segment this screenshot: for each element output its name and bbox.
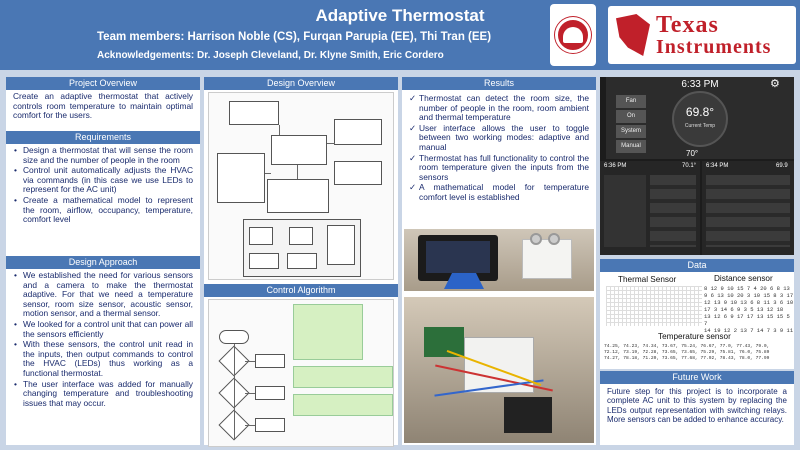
distance-sensor-label: Distance sensor (714, 274, 773, 283)
section-heading-data: Data (600, 259, 794, 272)
list-item: • We established the need for various sensors and a camera to make the thermostat adaptive. For that we need a temperature sensor, room size sensor, acoustic sensor, motion sensor, and a thermal sensor. (13, 271, 193, 319)
distance-sensor-values: 8 12 9 10 15 7 4 20 6 8 13 9 6 13 10 20 3 10 15 8 3 17 12 13 9 10 13 6 8 11 3 6 10 17 3 14 6 9 3 5 13 12 18 13 12 6 9 17 17 13 15 15 5 7 14 19 12 2 13 7 14 7 3 9 11 (704, 285, 794, 334)
ti-logo-line1: Texas (656, 12, 719, 38)
fan-button[interactable]: Fan (616, 95, 646, 108)
poster-title: Adaptive Thermostat (315, 6, 485, 25)
ui-screenshot-collage (600, 77, 794, 255)
section-heading-design-overview: Design Overview (204, 77, 398, 90)
left-screen-temp: 70.1° (682, 163, 697, 169)
texas-instruments-logo (608, 6, 796, 64)
main-ui-time: 6:33 PM (681, 79, 719, 90)
system-button[interactable]: System (616, 125, 646, 138)
list-item: ✓ Thermostat has full functionality to control the room temperature given the inputs from the sensors (409, 154, 589, 183)
list-item: • Create a mathematical model to represent the room, airflow, occupancy, temperature, comfort level (13, 196, 193, 225)
acknowledgements: Acknowledgements: Dr. Joseph Cleveland, Dr. Klyne Smith, Eric Cordero (97, 50, 444, 61)
column-left (6, 77, 200, 445)
desired-temp-value: 70° (686, 149, 699, 158)
results-list (402, 90, 596, 206)
gear-icon[interactable]: ⚙ (770, 78, 780, 90)
poster-header (0, 0, 800, 70)
team-members: Team members: Harrison Noble (CS), Furqan Parupia (EE), Thi Tran (EE) (97, 31, 492, 43)
list-item: ✓ User interface allows the user to toggle between two working modes: adaptive and manual (409, 124, 589, 153)
design-approach-list (6, 269, 200, 411)
requirements-list (6, 144, 200, 256)
manual-button[interactable]: Manual (616, 140, 646, 153)
right-screen-temp: 69.9 (776, 163, 788, 169)
right-screen-time: 6:34 PM (706, 163, 729, 169)
fan-on-button[interactable]: On (616, 110, 646, 123)
section-heading-control-algorithm: Control Algorithm (204, 284, 398, 297)
temp-dial (672, 91, 728, 147)
project-overview-text: Create an adaptive thermostat that actively controls room temperature to maintain optimal comfort for the users. (13, 91, 193, 121)
texas-state-icon (616, 14, 650, 56)
future-work-text: Future step for this project is to incorporate a complete AC unit to this system by replacing the LEDs output representation with switching relays. More sensors can be added to enhance accuracy. (607, 387, 787, 425)
thermal-sensor-label: Thermal Sensor (618, 275, 677, 284)
left-screen-time: 6:36 PM (604, 163, 627, 169)
list-item: • With these sensors, the control unit read in the inputs, then output commands to control the HVAC (LEDs) thus working as a functional thermostat. (13, 340, 193, 378)
list-item: • We looked for a control unit that can power all the sensors efficiently (13, 320, 193, 339)
section-heading-results: Results (402, 77, 596, 90)
section-heading-design-approach: Design Approach (6, 256, 200, 269)
data-section (600, 259, 794, 369)
university-seal-logo (550, 4, 596, 66)
future-work-section (600, 371, 794, 445)
column-right (600, 77, 794, 445)
current-temp-label: Current Temp (684, 123, 716, 129)
section-heading-requirements: Requirements (6, 131, 200, 144)
design-overview-diagram (208, 92, 394, 280)
control-algorithm-flowchart (208, 299, 394, 447)
list-item: ✓ A mathematical model for temperature comfort level is established (409, 183, 589, 202)
section-heading-future-work: Future Work (600, 371, 794, 384)
list-item: • Control unit automatically adjusts the HVAC via commands (in this case we use LEDs to represent for the AC unit) (13, 166, 193, 195)
column-results (402, 77, 596, 445)
prototype-photo (404, 229, 594, 291)
settings-screen-right (702, 161, 794, 255)
column-middle (204, 77, 398, 445)
ti-logo-line2: Instruments (656, 36, 772, 58)
section-heading-project-overview: Project Overview (6, 77, 200, 90)
circuit-photo (404, 297, 594, 443)
list-item: • Design a thermostat that will sense the room size and the number of people in the room (13, 146, 193, 165)
thermal-sensor-grid (606, 286, 702, 326)
main-ui-screen (606, 77, 794, 159)
list-item: • The user interface was added for manually changing temperature and troubleshooting issues that may occur. (13, 380, 193, 409)
current-temp-value: 69.8° (685, 105, 715, 119)
temperature-sensor-values: 74.25, 74.23, 74.34, 73.67, 75.24, 76.67, 77.0, 77.43, 79.0, 72.12, 73.19, 72.28, 73.65, 73.65, 75.29, 75.81, 76.0, 75.89 74.27, 78.18, 71.20, 73.65, 77.68, 77.92, 78.43, 78.0, 77.99 (604, 344, 770, 362)
list-item: ✓ Thermostat can detect the room size, the number of people in the room, room ambient and thermal temperature (409, 94, 589, 123)
temperature-sensor-label: Temperature sensor (658, 332, 731, 341)
settings-screen-left (600, 161, 700, 255)
